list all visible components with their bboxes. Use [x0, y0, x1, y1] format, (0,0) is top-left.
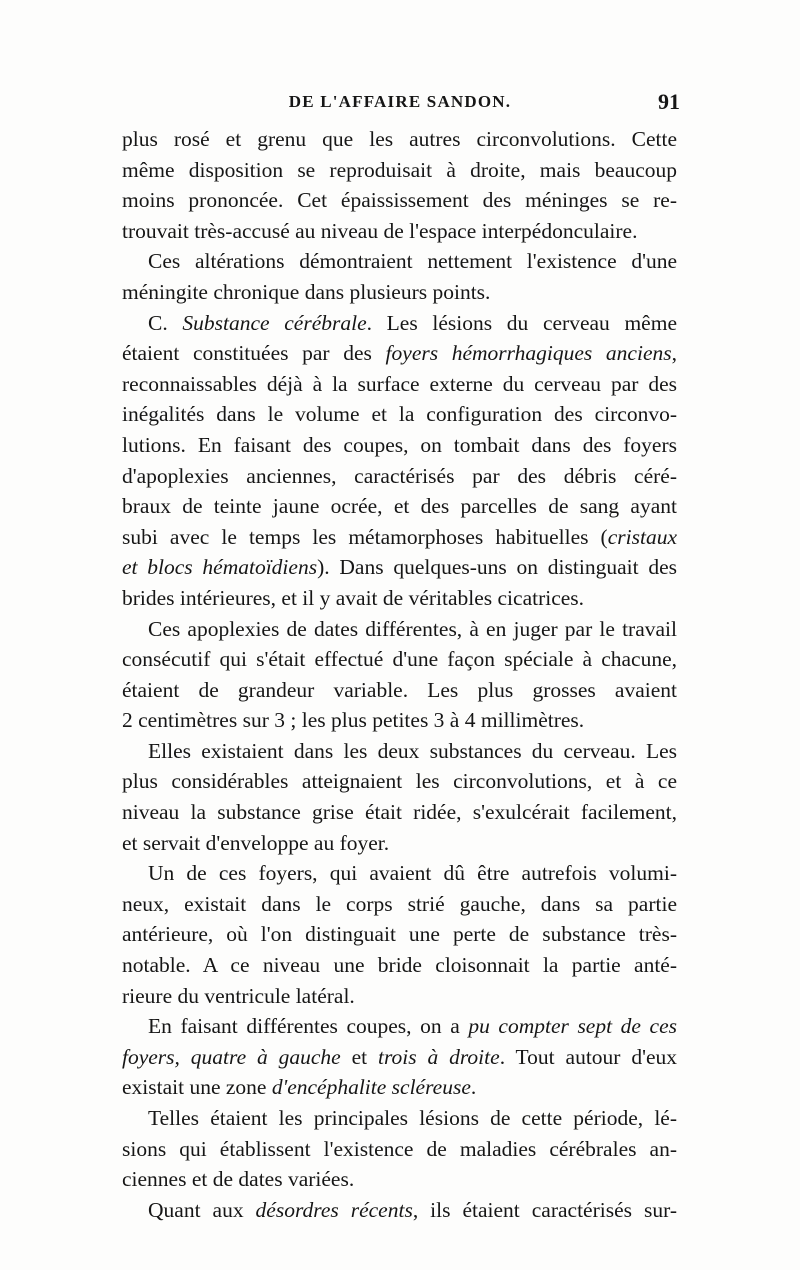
text-line	[122, 552, 677, 583]
text-segment: et servait d'enveloppe au foyer.	[122, 830, 390, 855]
text-segment: plus considérables atteignaient les circonvolutions, et à ce	[122, 769, 677, 794]
text-segment: .	[470, 1075, 477, 1100]
text-line	[122, 338, 677, 369]
text-line	[122, 858, 677, 889]
text-segment: , ils étaient caractérisés sur-	[412, 1197, 677, 1222]
text-segment: neux, existait dans le corps strié gauche, dans sa partie	[122, 891, 677, 916]
text-segment: moins prononcée. Cet épaississement des méninges se re-	[122, 188, 677, 213]
text-line	[122, 491, 677, 522]
text-segment: Ces altérations démontraient nettement l'existence d'une	[148, 249, 677, 274]
text-segment: reconnaissables déjà à la surface externe du cerveau par des	[122, 371, 677, 396]
text-segment: notable. A ce niveau une bride cloisonnait la partie anté-	[122, 953, 677, 978]
text-segment: . Les lésions du cerveau même	[366, 310, 677, 335]
italic-text: d'encéphalite scléreuse	[271, 1075, 471, 1100]
text-line	[122, 522, 677, 553]
italic-text: trois à droite	[377, 1044, 500, 1069]
text-segment: ,	[671, 341, 677, 366]
text-line	[122, 461, 677, 492]
text-line	[122, 705, 677, 736]
text-segment: d'apoplexies anciennes, caractérisés par des débris céré-	[122, 463, 677, 488]
text-line	[122, 1195, 677, 1226]
text-segment: inégalités dans le volume et la configuration des circonvo-	[122, 402, 677, 427]
text-segment: Ces apoplexies de dates différentes, à en juger par le travail	[148, 616, 677, 641]
text-segment: C.	[148, 310, 183, 335]
text-segment: ). Dans quelques-uns on distinguait des	[317, 555, 677, 580]
page-number: 91	[658, 89, 680, 114]
text-segment: Quant aux	[148, 1197, 256, 1222]
running-title: DE L'AFFAIRE SANDON.	[288, 92, 512, 111]
text-segment: consécutif qui s'était effectué d'une façon spéciale à chacune,	[122, 647, 677, 672]
text-segment: brides intérieures, et il y avait de véritables cicatrices.	[122, 585, 585, 610]
italic-text: Substance cérébrale	[182, 310, 367, 335]
text-line	[122, 950, 677, 981]
text-line	[122, 583, 677, 614]
text-line	[122, 614, 677, 645]
text-line	[122, 1042, 677, 1073]
text-segment: braux de teinte jaune ocrée, et des parcelles de sang ayant	[122, 494, 677, 519]
text-segment: Elles existaient dans les deux substances du cerveau. Les	[148, 738, 677, 763]
italic-text: foyers hémorrhagiques anciens	[385, 341, 672, 366]
text-segment: Telles étaient les principales lésions de cette période, lé-	[148, 1106, 677, 1130]
text-segment: étaient de grandeur variable. Les plus grosses avaient	[122, 677, 677, 702]
text-segment: ciennes et de dates variées.	[122, 1167, 355, 1192]
italic-text: et blocs hématoïdiens	[122, 555, 318, 580]
text-line	[122, 736, 677, 767]
text-line	[122, 981, 677, 1012]
text-segment: et	[340, 1044, 378, 1069]
text-line	[122, 1011, 677, 1042]
text-segment: En faisant différentes coupes, on a	[148, 1014, 469, 1039]
italic-text: cristaux	[607, 524, 677, 549]
text-segment: antérieure, où l'on distinguait une perte de substance très-	[122, 922, 677, 947]
text-line	[122, 155, 677, 186]
text-line	[122, 828, 677, 859]
text-segment: trouvait très-accusé au niveau de l'espace interpédonculaire.	[122, 218, 638, 243]
text-segment: Un de ces foyers, qui avaient dû être autrefois volumi-	[148, 861, 677, 886]
text-segment: lutions. En faisant des coupes, on tombait dans des foyers	[122, 432, 677, 457]
text-segment: étaient constituées par des	[122, 341, 386, 366]
text-line	[122, 919, 677, 950]
text-segment: rieure du ventricule latéral.	[122, 983, 355, 1008]
text-segment: 2 centimètres sur 3 ; les plus petites 3 à 4 millimètres.	[122, 708, 585, 733]
text-segment: existait une zone	[122, 1075, 272, 1100]
text-line	[122, 246, 677, 277]
text-line	[122, 644, 677, 675]
text-line	[122, 1103, 677, 1134]
body-text	[122, 124, 677, 1225]
text-line	[122, 308, 677, 339]
text-line	[122, 399, 677, 430]
italic-text: pu compter sept de ces	[468, 1014, 677, 1039]
text-line	[122, 1164, 677, 1195]
text-segment: . Tout autour d'eux	[499, 1044, 677, 1069]
text-line	[122, 766, 677, 797]
text-line	[122, 675, 677, 706]
text-segment: niveau la substance grise était ridée, s'exulcérait facilement,	[122, 800, 677, 825]
text-segment: méningite chronique dans plusieurs points.	[122, 279, 491, 304]
running-head	[120, 89, 680, 116]
text-line	[122, 277, 677, 308]
text-line	[122, 124, 677, 155]
italic-text: désordres récents	[255, 1197, 413, 1222]
text-line	[122, 369, 677, 400]
text-segment: sions qui établissent l'existence de maladies cérébrales an-	[122, 1136, 677, 1161]
text-segment: même disposition se reproduisait à droite, mais beaucoup	[122, 157, 677, 182]
text-line	[122, 889, 677, 920]
text-line	[122, 797, 677, 828]
italic-text: foyers, quatre à gauche	[122, 1044, 341, 1069]
text-line	[122, 1134, 677, 1165]
text-line	[122, 185, 677, 216]
text-segment: plus rosé et grenu que les autres circonvolutions. Cette	[122, 127, 677, 151]
text-segment: subi avec le temps les métamorphoses habituelles (	[122, 524, 608, 549]
text-line	[122, 216, 677, 247]
text-line	[122, 430, 677, 461]
text-line	[122, 1072, 677, 1103]
